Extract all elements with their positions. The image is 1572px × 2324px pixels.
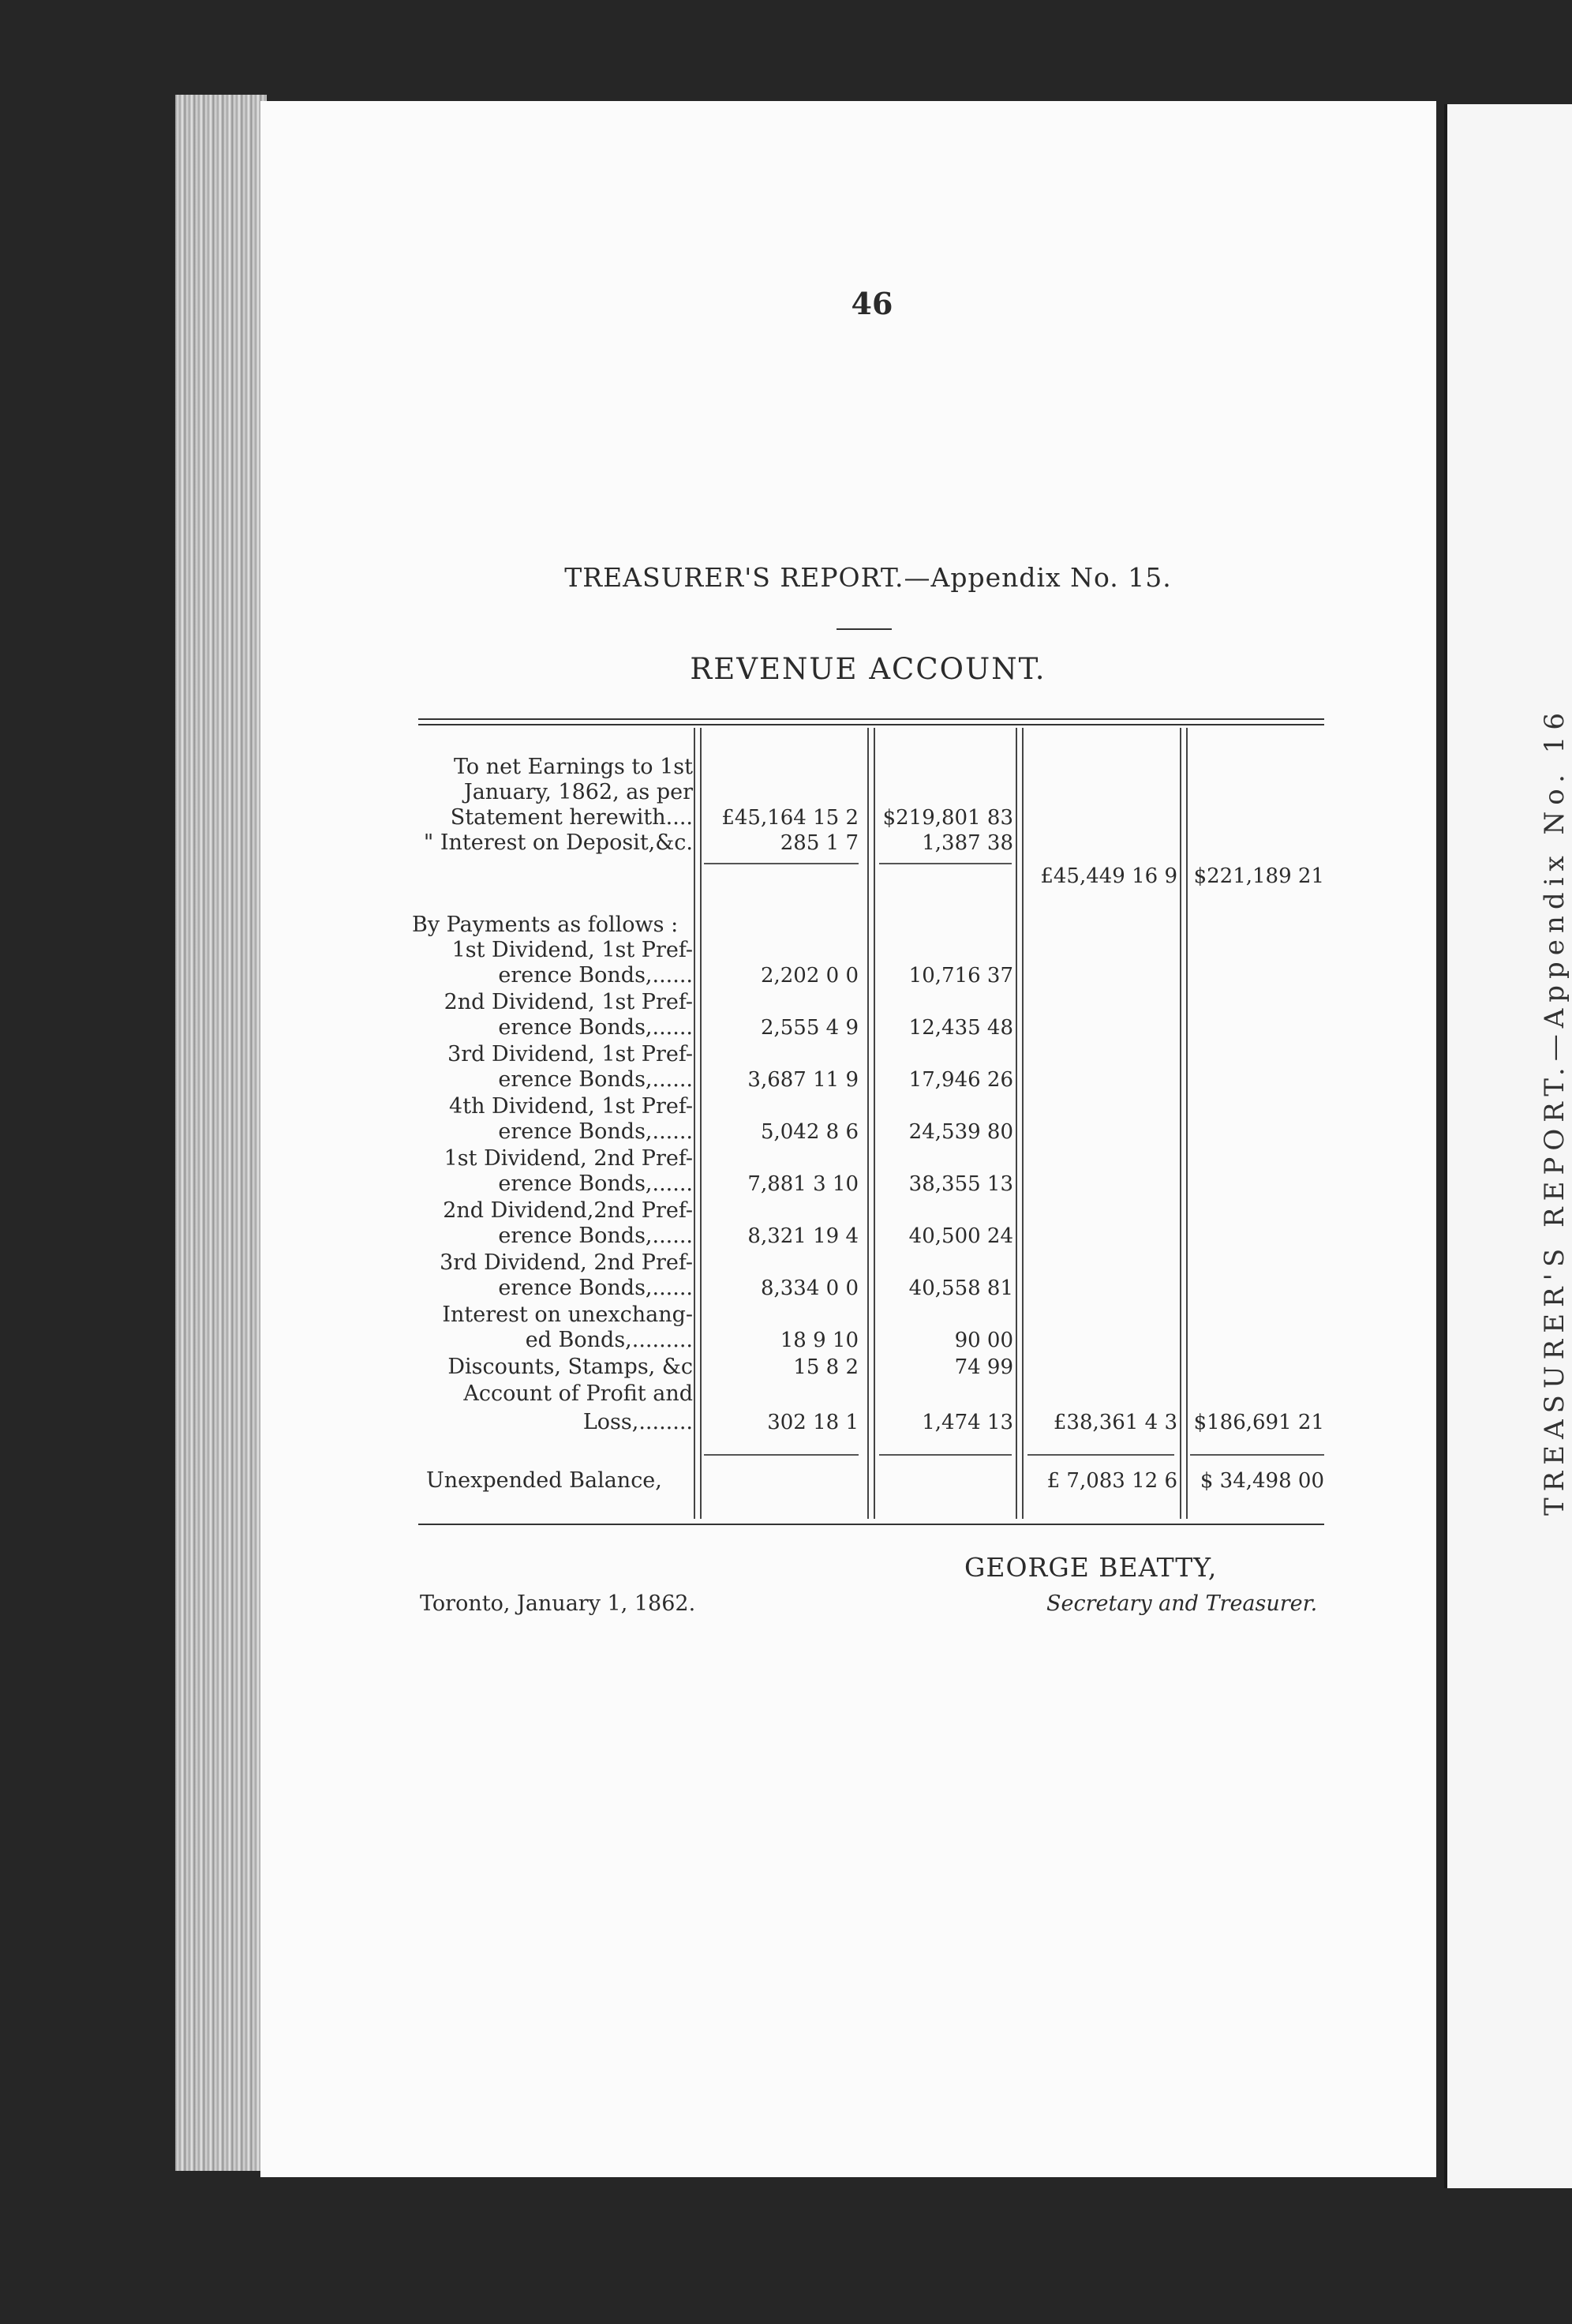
row-description: erence Bonds,......	[498, 1276, 693, 1300]
row-description: Loss,........	[582, 1410, 693, 1434]
amount-c2: 38,355 13	[908, 1172, 1013, 1196]
column-rule-4	[1180, 728, 1188, 1519]
amount-c2: 90 00	[954, 1329, 1013, 1352]
totals-rule-b	[1190, 1454, 1324, 1456]
amount-c3: £38,361 4 3	[1053, 1411, 1177, 1434]
row-description: erence Bonds,......	[498, 963, 693, 988]
column-rule-2	[867, 728, 875, 1519]
amount-c1: 5,042 8 6	[760, 1120, 859, 1144]
heading-rule	[837, 628, 892, 630]
row-description: 1st Dividend, 2nd Pref-	[444, 1146, 693, 1171]
row-description: ed Bonds,.........	[525, 1328, 693, 1352]
amount-c2: 1,474 13	[922, 1411, 1013, 1434]
amount-c2: 1,387 38	[922, 831, 1013, 855]
report-heading: TREASURER'S REPORT.—Appendix No. 15.	[564, 562, 1172, 593]
signer-name: GEORGE BEATTY,	[964, 1552, 1218, 1583]
row-description: erence Bonds,......	[498, 1015, 693, 1040]
row-description: 2nd Dividend,2nd Pref-	[443, 1198, 693, 1223]
payments-total-rule-a	[704, 1454, 859, 1456]
payments-total-rule-b	[879, 1454, 1012, 1456]
row-description: 2nd Dividend, 1st Pref-	[444, 990, 693, 1014]
table-bottom-rule	[418, 1524, 1324, 1525]
row-description: erence Bonds,......	[498, 1067, 693, 1092]
row-description: Interest on unexchang-	[442, 1303, 693, 1327]
amount-c2: 40,500 24	[908, 1224, 1013, 1248]
amount-c2: 24,539 80	[908, 1120, 1013, 1144]
column-rule-3	[1016, 728, 1024, 1519]
amount-c1: 18 9 10	[780, 1329, 859, 1352]
row-description: erence Bonds,......	[498, 1119, 693, 1144]
amount-c1: 302 18 1	[767, 1411, 859, 1434]
account-title: REVENUE ACCOUNT.	[690, 652, 1046, 686]
table-top-rule-2	[418, 724, 1324, 725]
row-description: erence Bonds,......	[498, 1224, 693, 1248]
row-description: erence Bonds,......	[498, 1171, 693, 1196]
row-description: Account of Profit and	[463, 1381, 693, 1406]
amount-c2: $219,801 83	[882, 806, 1013, 830]
book-page-edges	[175, 95, 267, 2171]
table-top-rule	[418, 718, 1324, 720]
row-description: " Interest on Deposit,&c.	[423, 830, 693, 855]
row-description: 1st Dividend, 1st Pref-	[451, 938, 693, 962]
amount-c4: $221,189 21	[1193, 864, 1324, 888]
row-description: By Payments as follows :	[412, 913, 679, 937]
amount-c1: 8,334 0 0	[760, 1276, 859, 1300]
page-number: 46	[851, 286, 893, 321]
amount-c1: 285 1 7	[780, 831, 859, 855]
amount-c2: 10,716 37	[908, 964, 1013, 988]
row-description: January, 1862, as per	[463, 780, 693, 804]
amount-c2: 74 99	[954, 1355, 1013, 1379]
row-description: Unexpended Balance,	[426, 1468, 662, 1493]
amount-c1: 2,555 4 9	[760, 1016, 859, 1040]
amount-c2: 40,558 81	[908, 1276, 1013, 1300]
totals-rule-a	[1027, 1454, 1174, 1456]
amount-c1: £45,164 15 2	[721, 806, 859, 830]
row-description: 4th Dividend, 1st Pref-	[449, 1094, 693, 1119]
amount-c3: £ 7,083 12 6	[1046, 1469, 1177, 1493]
right-page-running-head: TREASURER'S REPORT.—Appendix No. 16	[1539, 707, 1570, 1516]
amount-c1: 2,202 0 0	[760, 964, 859, 988]
row-description: 3rd Dividend, 2nd Pref-	[440, 1250, 693, 1275]
amount-c2: 17,946 26	[908, 1068, 1013, 1092]
place-date: Toronto, January 1, 1862.	[420, 1591, 696, 1616]
subtotal-rule-1b	[879, 863, 1012, 864]
amount-c2: 12,435 48	[908, 1016, 1013, 1040]
amount-c1: 7,881 3 10	[747, 1172, 859, 1196]
row-description: Statement herewith....	[450, 805, 693, 830]
amount-c1: 15 8 2	[793, 1355, 859, 1379]
row-description: To net Earnings to 1st	[454, 755, 693, 779]
row-description: 3rd Dividend, 1st Pref-	[447, 1042, 693, 1066]
amount-c3: £45,449 16 9	[1040, 864, 1177, 888]
amount-c1: 8,321 19 4	[747, 1224, 859, 1248]
row-description: Discounts, Stamps, &c	[447, 1355, 693, 1379]
amount-c4: $ 34,498 00	[1200, 1469, 1324, 1493]
column-rule-1	[694, 728, 702, 1519]
amount-c1: 3,687 11 9	[747, 1068, 859, 1092]
amount-c4: $186,691 21	[1193, 1411, 1324, 1434]
signer-title: Secretary and Treasurer.	[1046, 1591, 1318, 1616]
subtotal-rule-1a	[704, 863, 859, 864]
